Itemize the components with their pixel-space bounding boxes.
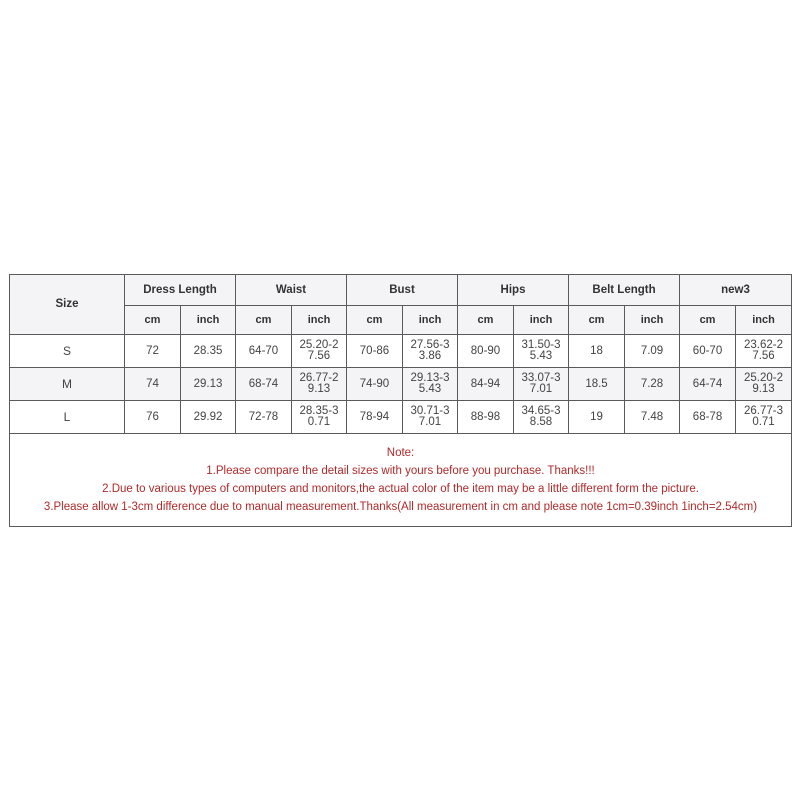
unit-header-inch: inch xyxy=(403,306,458,335)
table-cell: 74-90 xyxy=(347,368,403,401)
unit-header-inch: inch xyxy=(736,306,792,335)
group-header-row xyxy=(10,275,792,306)
size-chart-table xyxy=(9,274,792,527)
table-cell: 25.20-29.13 xyxy=(736,368,792,401)
table-cell: 7.48 xyxy=(625,401,680,434)
table-cell: 88-98 xyxy=(458,401,514,434)
note-title: Note: xyxy=(386,447,415,459)
unit-header-cm: cm xyxy=(458,306,514,335)
note-line-1: 1.Please compare the detail sizes with yours before you purchase. Thanks!!! xyxy=(206,465,595,477)
group-header-belt-length: Belt Length xyxy=(569,275,680,306)
table-cell: 29.13 xyxy=(181,368,236,401)
table-cell: 33.07-37.01 xyxy=(514,368,569,401)
table-cell: 27.56-33.86 xyxy=(403,335,458,368)
table-cell: 23.62-27.56 xyxy=(736,335,792,368)
table-cell: 84-94 xyxy=(458,368,514,401)
table-cell: 80-90 xyxy=(458,335,514,368)
size-label: M xyxy=(10,368,125,401)
note-line-3: 3.Please allow 1-3cm difference due to manual measurement.Thanks(All measurement in cm and please note 1cm=0.39inch 1inch=2.54cm) xyxy=(43,501,758,513)
group-header-waist: Waist xyxy=(236,275,347,306)
unit-header-inch: inch xyxy=(181,306,236,335)
table-cell: 26.77-29.13 xyxy=(292,368,347,401)
table-row-m xyxy=(10,368,792,401)
table-cell: 74 xyxy=(125,368,181,401)
table-cell: 18.5 xyxy=(569,368,625,401)
group-header-new3: new3 xyxy=(680,275,792,306)
table-cell: 68-74 xyxy=(236,368,292,401)
unit-header-inch: inch xyxy=(514,306,569,335)
table-cell: 60-70 xyxy=(680,335,736,368)
table-cell: 7.28 xyxy=(625,368,680,401)
note-line-2: 2.Due to various types of computers and monitors,the actual color of the item may be a little different form the picture. xyxy=(102,483,699,495)
note-row xyxy=(10,434,792,527)
table-cell: 76 xyxy=(125,401,181,434)
group-header-hips: Hips xyxy=(458,275,569,306)
table-cell: 78-94 xyxy=(347,401,403,434)
table-cell: 30.71-37.01 xyxy=(403,401,458,434)
table-row-s xyxy=(10,335,792,368)
table-cell: 64-70 xyxy=(236,335,292,368)
table-cell: 29.92 xyxy=(181,401,236,434)
table-cell: 26.77-30.71 xyxy=(736,401,792,434)
note-cell xyxy=(10,434,792,527)
table-cell: 72-78 xyxy=(236,401,292,434)
unit-header-cm: cm xyxy=(680,306,736,335)
unit-header-row xyxy=(10,306,792,335)
unit-header-inch: inch xyxy=(292,306,347,335)
table-cell: 68-78 xyxy=(680,401,736,434)
table-cell: 34.65-38.58 xyxy=(514,401,569,434)
unit-header-cm: cm xyxy=(236,306,292,335)
unit-header-cm: cm xyxy=(347,306,403,335)
unit-header-cm: cm xyxy=(569,306,625,335)
table-cell: 7.09 xyxy=(625,335,680,368)
size-header: Size xyxy=(10,275,125,335)
table-cell: 28.35 xyxy=(181,335,236,368)
table-row-l xyxy=(10,401,792,434)
table-cell: 29.13-35.43 xyxy=(403,368,458,401)
table-cell: 25.20-27.56 xyxy=(292,335,347,368)
group-header-dress-length: Dress Length xyxy=(125,275,236,306)
table-cell: 28.35-30.71 xyxy=(292,401,347,434)
table-cell: 18 xyxy=(569,335,625,368)
size-label: L xyxy=(10,401,125,434)
size-label: S xyxy=(10,335,125,368)
table-cell: 72 xyxy=(125,335,181,368)
table-cell: 64-74 xyxy=(680,368,736,401)
table-cell: 31.50-35.43 xyxy=(514,335,569,368)
unit-header-inch: inch xyxy=(625,306,680,335)
table-cell: 70-86 xyxy=(347,335,403,368)
group-header-bust: Bust xyxy=(347,275,458,306)
table-cell: 19 xyxy=(569,401,625,434)
unit-header-cm: cm xyxy=(125,306,181,335)
